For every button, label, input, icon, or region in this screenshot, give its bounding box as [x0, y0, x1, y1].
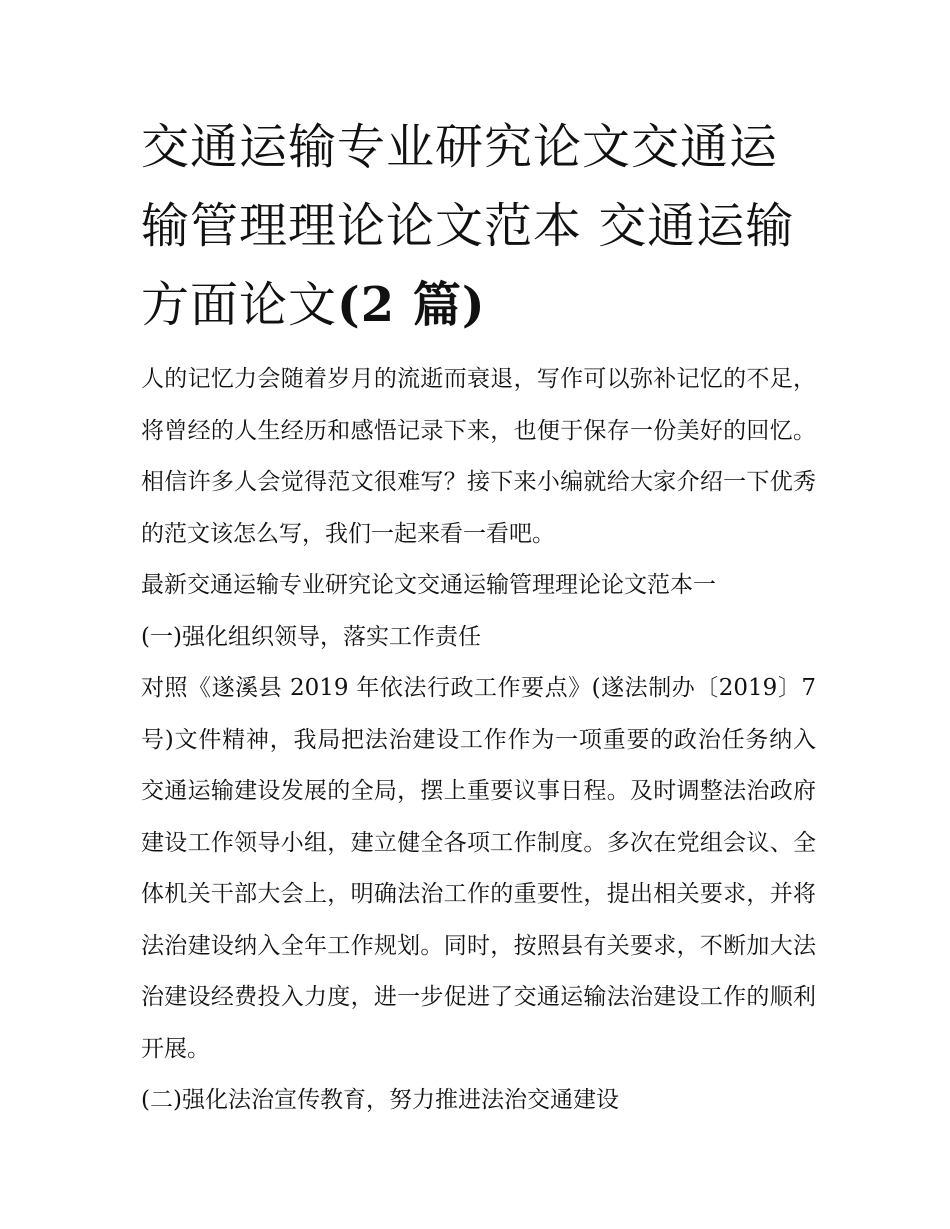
document-title-main: 交通运输专业研究论文交通运输管理理论论文范本 交通运输方面论文 [141, 119, 795, 333]
document-body [141, 354, 816, 1127]
subsection-heading-2: (二)强化法治宣传教育，努力推进法治交通建设 [141, 1087, 619, 1113]
subsection-heading-1: (一)强化组织领导，落实工作责任 [141, 623, 481, 650]
intro-paragraph: 人的记忆力会随着岁月的流逝而衰退，写作可以弥补记忆的不足，将曾经的人生经历和感悟记录下来，也便于保存一份美好的回忆。相信许多人会觉得范文很难写？接下来小编就给大家介绍一下优秀的范文该怎么写，我们一起来看一看吧。 [141, 366, 816, 547]
section-heading: 最新交通运输专业研究论文交通运输管理理论论文范本一 [141, 572, 716, 598]
document-title [141, 108, 821, 345]
document-title-suffix: (2 篇) [337, 277, 486, 333]
body-paragraph: 对照《遂溪县 2019 年依法行政工作要点》(遂法制办〔2019〕7 号)文件精神，我局把法治建设工作作为一项重要的政治任务纳入交通运输建设发展的全局，摆上重要议事日程。及时调整法治政府建设工作领导小组，建立健全各项工作制度。多次在党组会议、全体机关干部大会上，明确法治工作的重要性，提出相关要求，并将法治建设纳入全年工作规划。同时，按照县有关要求，不断加大法治建设经费投入力度，进一步促进了交通运输法治建设工作的顺利开展。 [141, 675, 816, 1062]
